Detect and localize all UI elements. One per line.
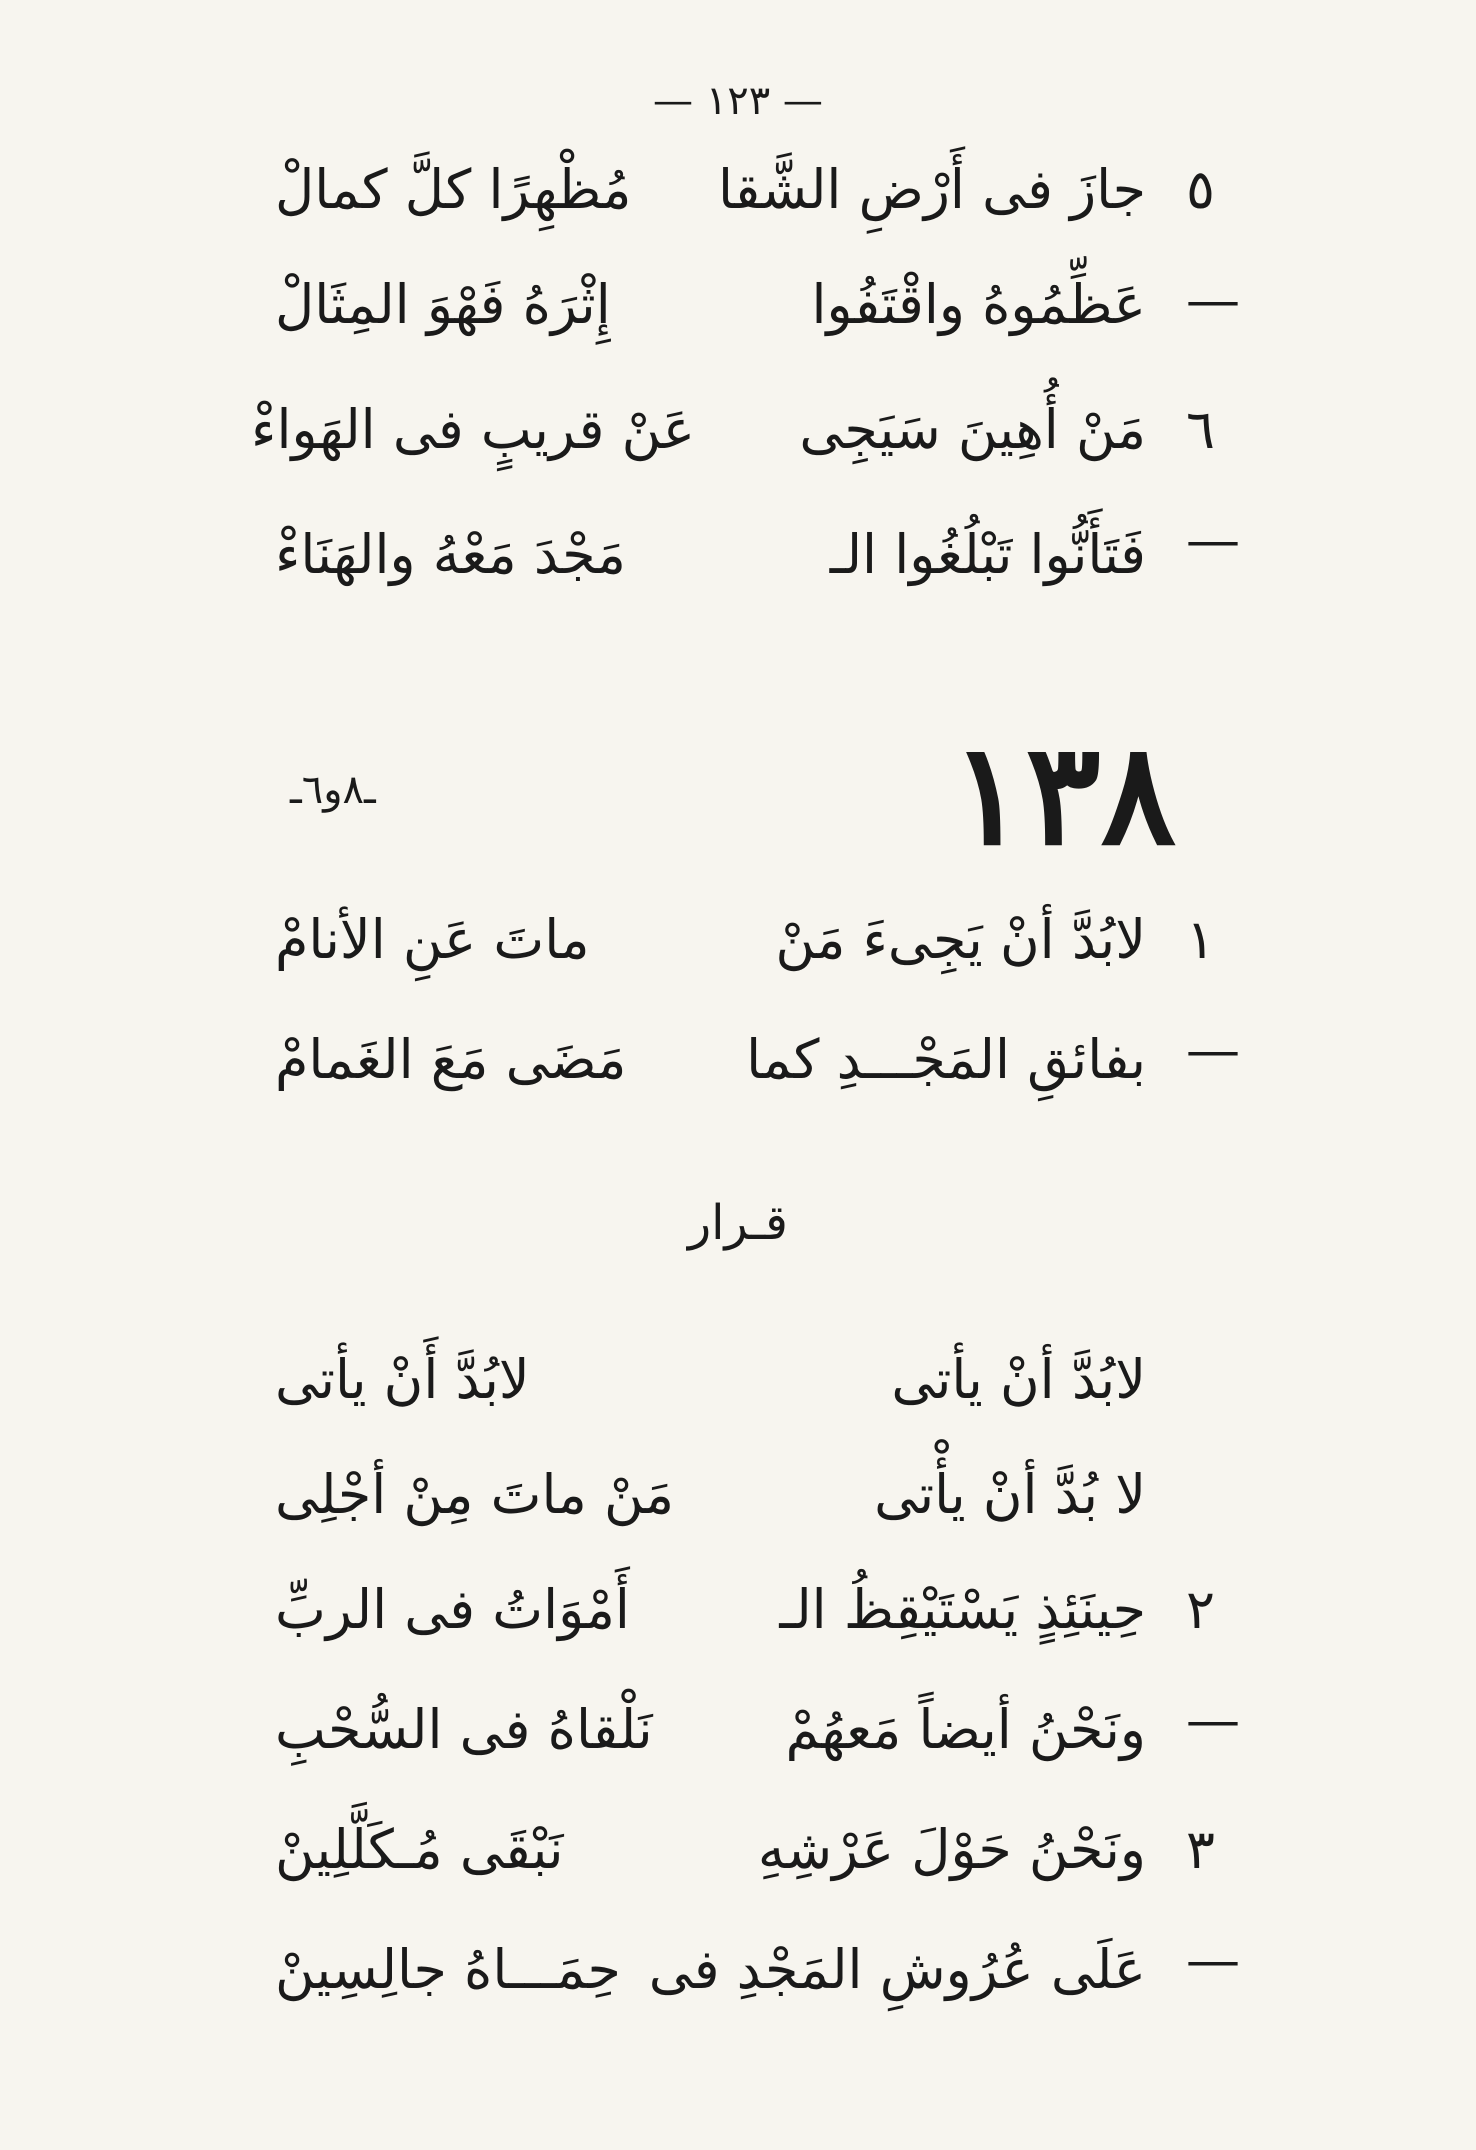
hemistich-first: ونَحْنُ حَوْلَ عَرْشِهِ — [757, 1818, 1146, 1881]
hemistich-second: حِمَـــاهُ جالِسِينْ — [275, 1938, 621, 2001]
hemistich-second: عَنْ قريبٍ فى الهَواءْ — [251, 398, 695, 461]
hemistich-second: أَمْوَاتُ فى الربِّ — [275, 1578, 630, 1641]
hemistich-second: مَنْ ماتَ مِنْ أجْلِى — [275, 1463, 675, 1526]
refrain-line — [0, 1325, 1476, 1435]
hymn-number: ١٣٨ — [950, 713, 1176, 877]
verse-line — [0, 1915, 1476, 2025]
hemistich-first: فَتَأَنُّوا تَبْلُغُوا الـ — [829, 523, 1146, 586]
verse-number: ٦ — — [1186, 398, 1240, 571]
verse-number: ٢ — — [1186, 1578, 1240, 1751]
hemistich-first: بفائقِ المَجْـــدِ كما — [746, 1028, 1146, 1091]
hemistich-second: نَبْقَى مُـكَلَّلِينْ — [275, 1818, 564, 1881]
hemistich-second: نَلْقاهُ فى السُّحْبِ — [275, 1698, 653, 1761]
verse-number: ١ — — [1186, 908, 1240, 1081]
hemistich-first: ونَحْنُ أيضاً مَعهُمْ — [785, 1698, 1146, 1761]
hemistich-first: عَظِّمُوهُ واقْتَفُوا — [811, 273, 1146, 336]
verse-line — [0, 250, 1476, 360]
hemistich-first: لابُدَّ أنْ يَجِىءَ مَنْ — [775, 908, 1146, 971]
verse-number: ٣ — — [1186, 1818, 1240, 1991]
refrain-heading: قـرار — [687, 1195, 788, 1251]
tune-reference: ـ٨و٦ـ — [290, 767, 376, 813]
hemistich-first: لابُدَّ أنْ يأتى — [891, 1348, 1146, 1411]
refrain-line — [0, 1440, 1476, 1550]
hemistich-first: عَلَى عُرُوشِ المَجْدِ فى — [648, 1938, 1146, 2001]
hemistich-second: ماتَ عَنِ الأنامْ — [275, 908, 590, 971]
verse-line — [0, 1675, 1476, 1785]
hemistich-first: لا بُدَّ أنْ يأْتى — [874, 1463, 1146, 1526]
verse-line — [0, 1005, 1476, 1115]
hemistich-second: مُظْهِرًا كلَّ كمالْ — [275, 158, 632, 221]
verse-line — [0, 500, 1476, 610]
hemistich-second: إِثْرَهُ فَهْوَ المِثَالْ — [275, 273, 611, 336]
hemistich-second: مَجْدَ مَعْهُ والهَنَاءْ — [275, 523, 626, 586]
hemistich-first: جازَ فى أَرْضِ الشَّقا — [718, 158, 1146, 221]
hemistich-first: مَنْ أُهِينَ سَيَجِى — [799, 398, 1146, 461]
verse-number: ٥ — — [1186, 158, 1240, 331]
hemistich-first: حِينَئِذٍ يَسْتَيْقِظُ الـ — [779, 1578, 1146, 1641]
hemistich-second: لابُدَّ أَنْ يأتى — [275, 1348, 530, 1411]
hemistich-second: مَضَى مَعَ الغَمامْ — [275, 1028, 627, 1091]
page-number: — ١٢٣ — — [653, 78, 823, 124]
